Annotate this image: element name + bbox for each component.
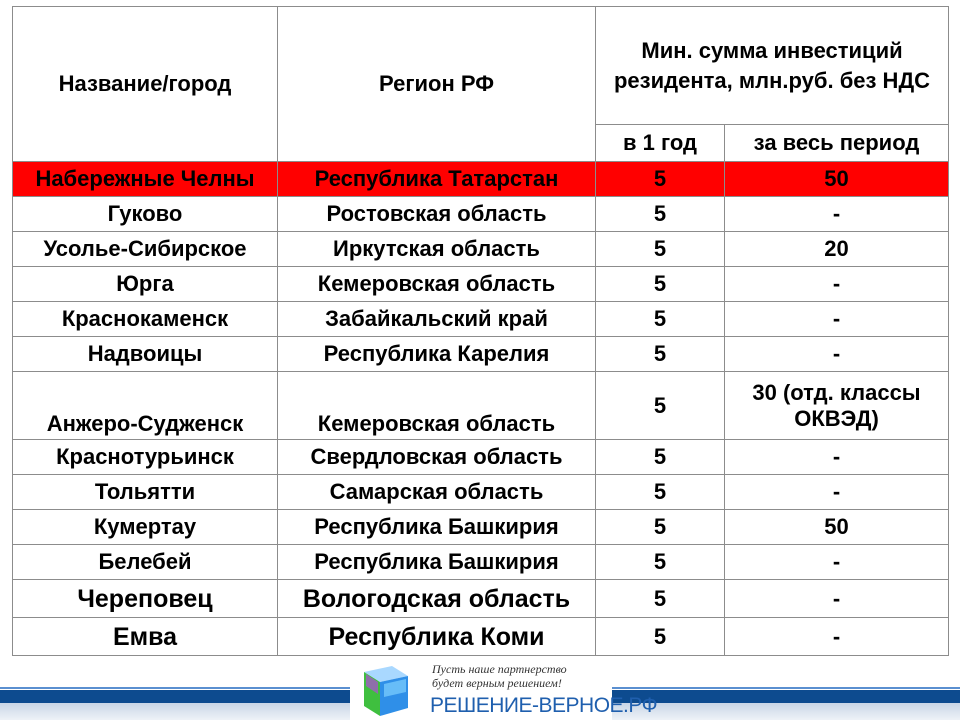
min-year-value: 5 <box>596 302 725 337</box>
min-year-value: 5 <box>596 440 725 475</box>
min-year-value: 5 <box>596 580 725 618</box>
min-period-value: - <box>725 267 949 302</box>
min-year-value: 5 <box>596 232 725 267</box>
min-period-value: - <box>725 337 949 372</box>
table-header <box>13 7 949 162</box>
table-row <box>13 302 949 337</box>
slogan <box>432 662 567 690</box>
min-year-value: 5 <box>596 267 725 302</box>
header-name: Название/город <box>13 7 278 162</box>
header-year: в 1 год <box>596 125 725 162</box>
min-year-value: 5 <box>596 618 725 656</box>
region-name: Иркутская область <box>278 232 596 267</box>
table-row <box>13 337 949 372</box>
min-period-value: - <box>725 197 949 232</box>
region-name: Республика Башкирия <box>278 545 596 580</box>
table-row <box>13 267 949 302</box>
cube-logo-icon <box>354 664 410 718</box>
table-row <box>13 440 949 475</box>
footer-bar-right <box>612 690 960 703</box>
min-year-value: 5 <box>596 162 725 197</box>
header-investment-line2: резидента, млн.руб. без НДС <box>613 67 931 93</box>
slogan-line1: Пусть наше партнерство <box>432 662 567 676</box>
region-name: Самарская область <box>278 475 596 510</box>
brand-logo <box>350 660 658 720</box>
table-row <box>13 197 949 232</box>
city-name: Надвоицы <box>13 337 278 372</box>
city-name: Краснокаменск <box>13 302 278 337</box>
table-body <box>13 162 949 656</box>
min-period-value: - <box>725 618 949 656</box>
region-name: Республика Татарстан <box>278 162 596 197</box>
min-period-value: 20 <box>725 232 949 267</box>
region-name: Забайкальский край <box>278 302 596 337</box>
min-year-value: 5 <box>596 510 725 545</box>
city-name: Анжеро-Судженск <box>13 372 278 440</box>
min-period-line2: ОКВЭД) <box>794 405 879 431</box>
table-row <box>13 545 949 580</box>
min-period-value: - <box>725 440 949 475</box>
header-investment <box>596 7 949 125</box>
footer-banner <box>0 660 960 720</box>
table-row <box>13 618 949 656</box>
region-name: Вологодская область <box>278 580 596 618</box>
site-name: РЕШЕНИЕ-ВЕРНОЕ.РФ <box>430 694 658 717</box>
table-row <box>13 580 949 618</box>
min-year-value: 5 <box>596 372 725 440</box>
city-name: Юрга <box>13 267 278 302</box>
city-name: Краснотурьинск <box>13 440 278 475</box>
min-period-value: - <box>725 475 949 510</box>
city-name: Кумертау <box>13 510 278 545</box>
min-period-value: - <box>725 580 949 618</box>
slogan-line2: будет верным решением! <box>432 676 562 690</box>
min-period-value: - <box>725 545 949 580</box>
city-name: Белебей <box>13 545 278 580</box>
region-name: Республика Коми <box>278 618 596 656</box>
region-name: Кемеровская область <box>278 372 596 440</box>
region-name: Ростовская область <box>278 197 596 232</box>
region-name: Кемеровская область <box>278 267 596 302</box>
city-name: Емва <box>13 618 278 656</box>
min-year-value: 5 <box>596 337 725 372</box>
city-name: Тольятти <box>13 475 278 510</box>
region-name: Свердловская область <box>278 440 596 475</box>
min-year-value: 5 <box>596 197 725 232</box>
city-name: Гуково <box>13 197 278 232</box>
investment-table <box>12 6 949 656</box>
min-period-value: 50 <box>725 162 949 197</box>
min-period-value: - <box>725 302 949 337</box>
footer-bar-left <box>0 690 350 703</box>
table-row <box>13 510 949 545</box>
min-period-value <box>725 372 949 440</box>
header-investment-line1: Мин. сумма инвестиций <box>641 37 903 63</box>
region-name: Республика Башкирия <box>278 510 596 545</box>
table-row <box>13 372 949 440</box>
min-period-line1: 30 (отд. классы <box>752 379 921 405</box>
city-name: Набережные Челны <box>13 162 278 197</box>
table-row <box>13 475 949 510</box>
min-year-value: 5 <box>596 475 725 510</box>
header-region: Регион РФ <box>278 7 596 162</box>
city-name: Усолье-Сибирское <box>13 232 278 267</box>
min-year-value: 5 <box>596 545 725 580</box>
city-name: Череповец <box>13 580 278 618</box>
table-row <box>13 162 949 197</box>
header-period: за весь период <box>725 125 949 162</box>
min-period-value: 50 <box>725 510 949 545</box>
table-row <box>13 232 949 267</box>
region-name: Республика Карелия <box>278 337 596 372</box>
